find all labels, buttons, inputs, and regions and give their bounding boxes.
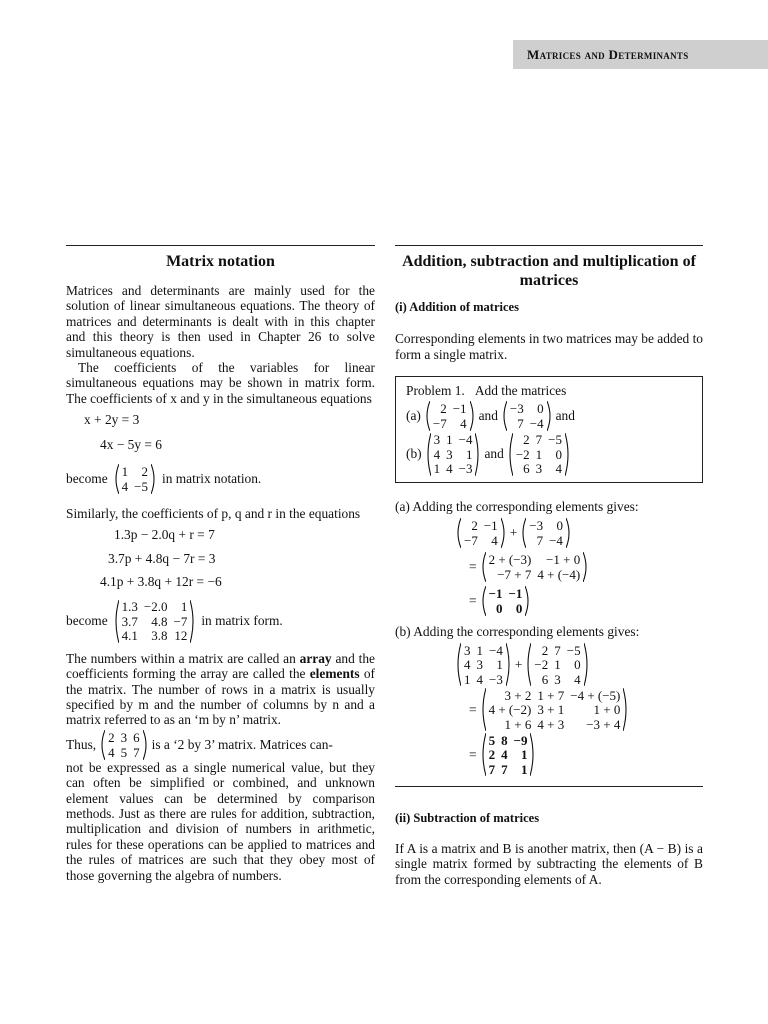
matrix-cell: 1: [446, 432, 453, 448]
solution-line: 3 1 −4 4 3 1 1 4 −3 + 2 7 −5 −2 1 0 6 3 4: [455, 643, 703, 686]
matrix-cell: −4: [489, 643, 503, 659]
matrix-cell: 4: [501, 747, 508, 763]
paragraph: Corresponding elements in two matrices may be added to form a single matrix.: [395, 331, 703, 362]
matrix-cell: 4: [446, 460, 453, 476]
matrix: [501, 401, 553, 431]
matrix-cell: 0: [555, 446, 562, 462]
matrix-cell: −4: [458, 432, 473, 448]
matrix: [113, 464, 157, 494]
matrix-cell: 4: [464, 657, 471, 673]
matrix-cell: −7: [173, 613, 188, 629]
matrix-cell: 7: [133, 744, 140, 760]
matrix-cell: 1: [464, 671, 471, 687]
matrix-cell: 3: [446, 446, 453, 462]
matrix-cell: 3 + 2: [504, 688, 532, 704]
matrix-cell: 4: [433, 446, 441, 462]
divider: [395, 786, 703, 787]
matrix-cell: 6: [541, 671, 549, 687]
paragraph: Similarly, the coefficients of p, q and r in the equations: [66, 506, 361, 522]
paragraph: The coefficients of the variables for linear simultaneous equations may be shown in matrix form. The coefficients of x and y in the simultaneous equations: [66, 360, 375, 406]
matrix-cell: 4 + (−2): [488, 702, 532, 718]
matrix-cell: 3: [120, 729, 128, 745]
matrix-result: [480, 586, 532, 616]
matrix-cell: 4: [555, 460, 562, 476]
matrix-cell: 4: [476, 671, 483, 687]
matrix-result: [480, 733, 537, 776]
matrix-cell: 4 + 3: [537, 716, 565, 732]
paragraph: not be expressed as a single numerical value, but they can often be simplified or combined, and unknown element values can be determined by comparison methods. Just as there are rules for addition, subtraction, multiplication and division of numbers in arithmetic, rules for these operations can be applied to matrices and the rules of matrices are such that they obey most of those governing the algebra of numbers.: [66, 759, 375, 883]
top-rule: [395, 245, 703, 246]
matrix-cell: −3 + 4: [586, 716, 621, 732]
matrix-cell: 2: [488, 747, 496, 763]
matrix-cell: 1: [496, 657, 503, 673]
equation: 3.7p + 4.8q − 7r = 3: [108, 550, 216, 566]
matrix-cell: −7: [432, 415, 447, 431]
matrix-cell: 6: [133, 729, 140, 745]
matrix: [480, 688, 630, 731]
solution-a-label: (a) Adding the corresponding elements gives:: [395, 498, 639, 514]
matrix-cell: −5: [134, 479, 148, 495]
problem-b: (b) 3 1 −4 4 3 1 1 4 −3 and 2 7 −5 −2 1 0 6 3 4: [406, 433, 692, 476]
equation: 1.3p − 2.0q + r = 7: [114, 527, 215, 543]
matrix-cell: −7: [464, 533, 478, 549]
text: is a ‘2 by 3’ matrix. Matrices can-: [151, 737, 333, 753]
matrix-cell: 4: [108, 744, 115, 760]
problem-a: (a) 2 −1 −7 4 and −3 0 7 −4 and: [406, 400, 575, 431]
matrix-line: [66, 600, 375, 643]
section-title-addition: Addition, subtraction and multiplication of matrices: [402, 253, 696, 289]
matrix-cell: 1.3: [121, 599, 138, 615]
matrix-cell: 4.1: [121, 628, 138, 644]
matrix-cell: −9: [513, 733, 528, 749]
matrix: [113, 600, 197, 643]
equation: 4x − 5y = 6: [100, 436, 162, 452]
matrix: [425, 433, 482, 476]
left-column: [66, 245, 375, 883]
text: become: [66, 613, 108, 629]
matrix: [455, 643, 512, 686]
matrix-cell: 1: [520, 761, 528, 777]
matrix-cell: 7: [536, 533, 544, 549]
matrix-cell: 2: [108, 729, 115, 745]
solution-line: = −1 −1 0 0: [469, 586, 703, 616]
matrix-cell: 1: [476, 643, 483, 659]
subsection-title: (ii) Subtraction of matrices: [395, 811, 540, 826]
matrix-cell: 6: [523, 460, 530, 476]
matrix-cell: −4 + (−5): [570, 688, 621, 704]
matrix-cell: 1: [465, 446, 473, 462]
solution-line: = 3 + 2 1 + 7 −4 + (−5) 4 + (−2) 3 + 1 1 + 0 1 + 6 4 + 3 −3 + 4: [469, 688, 703, 731]
text: in matrix notation.: [161, 471, 262, 487]
matrix-cell: −3: [458, 460, 473, 476]
matrix-cell: −1: [452, 400, 467, 416]
matrix: [507, 433, 571, 476]
matrix-cell: −3: [509, 400, 524, 416]
matrix-cell: 7: [554, 643, 561, 659]
solution-line: = 5 8 −9 2 4 1 7 7 1: [469, 733, 703, 776]
matrix-cell: −7 + 7: [497, 567, 532, 583]
problem-statement: Problem 1. Add the matrices: [406, 383, 567, 399]
matrix-cell: 8: [501, 733, 508, 749]
matrix-line: [66, 730, 375, 760]
matrix-cell: 4: [121, 479, 129, 495]
matrix-cell: −5: [566, 643, 581, 659]
paragraph: If A is a matrix and B is another matrix, then (A − B) is a single matrix formed by subtracting the elements of B from the corresponding elements of A.: [395, 840, 703, 887]
matrix-cell: −2: [534, 657, 549, 673]
matrix-cell: 4: [491, 533, 498, 549]
matrix-cell: 1 + 7: [537, 688, 565, 704]
problem-box: [395, 376, 703, 482]
matrix-cell: −1: [488, 586, 503, 602]
matrix-cell: 0: [495, 601, 503, 617]
matrix-cell: 3.8: [151, 628, 168, 644]
matrix-cell: 1 + 0: [593, 702, 621, 718]
matrix-cell: 3: [433, 432, 441, 448]
matrix-cell: 12: [174, 628, 188, 644]
matrix-cell: −1: [508, 586, 523, 602]
matrix-cell: 4: [574, 671, 581, 687]
matrix-cell: 1: [554, 657, 561, 673]
matrix-cell: −1: [483, 518, 498, 534]
matrix: [99, 730, 149, 760]
matrix-cell: 4.8: [151, 613, 168, 629]
matrix-cell: 2: [541, 643, 549, 659]
matrix-line: [66, 464, 375, 494]
text: in matrix form.: [201, 613, 283, 629]
matrix-cell: 2 + (−3): [488, 552, 532, 568]
solution-b-label: (b) Adding the corresponding elements gives:: [395, 624, 640, 640]
matrix-cell: 5: [488, 733, 496, 749]
top-rule: [66, 245, 375, 246]
matrix-cell: −4: [549, 533, 563, 549]
matrix-cell: 0: [515, 601, 523, 617]
matrix: [480, 552, 590, 582]
equation: 4.1p + 3.8q + 12r = −6: [100, 574, 222, 590]
matrix: [525, 643, 589, 686]
matrix-cell: 1: [433, 460, 441, 476]
matrix-cell: 5: [120, 744, 128, 760]
matrix-cell: 3.7: [121, 613, 138, 629]
matrix-cell: 2: [141, 464, 148, 480]
section-title-matrix-notation: Matrix notation: [166, 253, 275, 270]
matrix-cell: 1: [121, 464, 129, 480]
matrix-cell: 7: [535, 432, 543, 448]
matrix-cell: 3: [535, 460, 543, 476]
paragraph: The numbers within a matrix are called an array and the coefficients forming the array are called the elements of the matrix. The number of rows in a matrix is usually specified by m and the number of columns by n and a matrix referred to as an ‘m by n’ matrix.: [66, 650, 375, 728]
matrix-cell: −3: [489, 671, 503, 687]
matrix: [520, 518, 572, 548]
matrix-cell: 7: [488, 761, 496, 777]
matrix-cell: 2: [523, 432, 530, 448]
subsection-title: (i) Addition of matrices: [395, 300, 519, 314]
matrix-cell: 4 + (−4): [537, 567, 581, 583]
paragraph: Matrices and determinants are mainly used for the solution of linear simultaneous equations. The theory of matrices and determinants is dealt with in this chapter and this theory is then used in Chapter 26 to solve simultaneous equations.: [66, 283, 375, 360]
matrix-cell: 0: [556, 518, 563, 534]
matrix-cell: 1: [535, 446, 543, 462]
matrix-cell: 7: [501, 761, 508, 777]
matrix-cell: 3: [464, 643, 471, 659]
matrix-cell: 1: [180, 599, 188, 615]
matrix-cell: −1 + 0: [546, 552, 581, 568]
matrix-cell: −4: [529, 415, 544, 431]
running-header: Matrices and Determinants: [513, 40, 768, 69]
matrix-cell: −5: [548, 432, 562, 448]
matrix-cell: 3 + 1: [537, 702, 565, 718]
matrix-cell: 2: [440, 400, 447, 416]
matrix-cell: 1: [520, 747, 528, 763]
matrix: [424, 401, 476, 431]
right-column: [395, 245, 703, 887]
matrix-cell: 0: [574, 657, 581, 673]
matrix-cell: 7: [517, 415, 524, 431]
matrix-cell: 1 + 6: [504, 716, 532, 732]
solution-line: = 2 + (−3) −1 + 0 −7 + 7 4 + (−4): [469, 552, 703, 582]
matrix-cell: 3: [554, 671, 561, 687]
text: Thus,: [66, 737, 97, 753]
solution-line: 2 −1 −7 4 + −3 0 7 −4: [455, 518, 703, 548]
matrix-cell: −2: [515, 446, 530, 462]
text: become: [66, 471, 108, 487]
matrix-cell: −2.0: [143, 599, 168, 615]
equation: x + 2y = 3: [84, 412, 140, 428]
matrix-cell: 4: [460, 415, 467, 431]
matrix-cell: 0: [537, 400, 544, 416]
matrix-cell: −3: [529, 518, 544, 534]
matrix-cell: 2: [471, 518, 478, 534]
matrix: [455, 518, 507, 548]
matrix-cell: 3: [476, 657, 483, 673]
